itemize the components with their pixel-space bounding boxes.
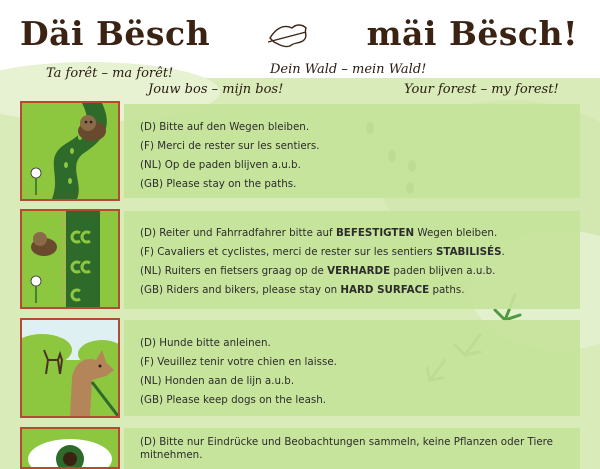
rule-2-dutch-emphasis: VERHARDE (327, 265, 391, 277)
rule-3-english: (GB) Please keep dogs on the leash. (140, 394, 327, 406)
rule-2-dutch (140, 262, 580, 281)
rule-3-illustration (20, 318, 120, 418)
oak-leaf-icon (266, 20, 312, 52)
rule-1-english: (GB) Please stay on the paths. (140, 178, 297, 190)
rule-1-dutch: (NL) Op de paden blijven a.u.b. (140, 159, 301, 171)
rule-2-german (140, 224, 580, 243)
rule-2-french-emphasis: STABILISÉS (435, 246, 502, 258)
rule-4-german: (D) Bitte nur Eindrücke und Beobachtungen sammeln, keine Pflanzen oder Tiere mitnehmen. (140, 436, 553, 461)
rule-1-german: (D) Bitte auf den Wegen bleiben. (140, 121, 310, 133)
rule-3-german: (D) Hunde bitte anleinen. (140, 337, 271, 349)
subtitle-french: Ta forêt – ma forêt! (46, 66, 174, 81)
rule-3-text (140, 334, 580, 410)
rule-2-french-text: (F) Cavaliers et cyclistes, merci de rester sur les sentiers (140, 246, 436, 258)
rule-2-dutch-text: (NL) Ruiters en fietsers graag op de (140, 265, 328, 277)
rule-2-english-text: (GB) Riders and bikers, please stay on (140, 284, 341, 296)
rule-2-dutch-text-end: paden blijven a.u.b. (390, 265, 496, 277)
rule-1-text (140, 118, 580, 194)
rule-3-dutch: (NL) Honden aan de lijn a.u.b. (140, 375, 295, 387)
rule-2-english-emphasis: HARD SURFACE (340, 284, 430, 296)
rule-2-german-text-end: Wegen bleiben. (414, 227, 498, 239)
rule-2-german-text: (D) Reiter und Fahrradfahrer bitte auf (140, 227, 336, 239)
rule-2-english (140, 281, 580, 300)
rule-2-illustration (20, 209, 120, 309)
rule-2-french (140, 243, 580, 262)
subtitle-german: Dein Wald – mein Wald! (270, 62, 427, 77)
rule-1-illustration (20, 101, 120, 201)
subtitle-dutch: Jouw bos – mijn bos! (148, 82, 284, 97)
rule-2-french-text-end: . (501, 246, 505, 258)
rule-2-german-emphasis: BEFESTIGTEN (335, 227, 415, 239)
title-right: mäi Bësch! (366, 14, 578, 53)
rule-2-english-text-end: paths. (429, 284, 465, 296)
rule-3-french: (F) Veuillez tenir votre chien en laisse. (140, 356, 337, 368)
subtitle-english: Your forest – my forest! (404, 82, 559, 97)
rule-4-illustration (20, 427, 120, 469)
rule-4-text (140, 436, 580, 462)
rule-2-text (140, 224, 580, 300)
title-left: Däi Bësch (20, 14, 211, 53)
rule-1-french: (F) Merci de rester sur les sentiers. (140, 140, 320, 152)
